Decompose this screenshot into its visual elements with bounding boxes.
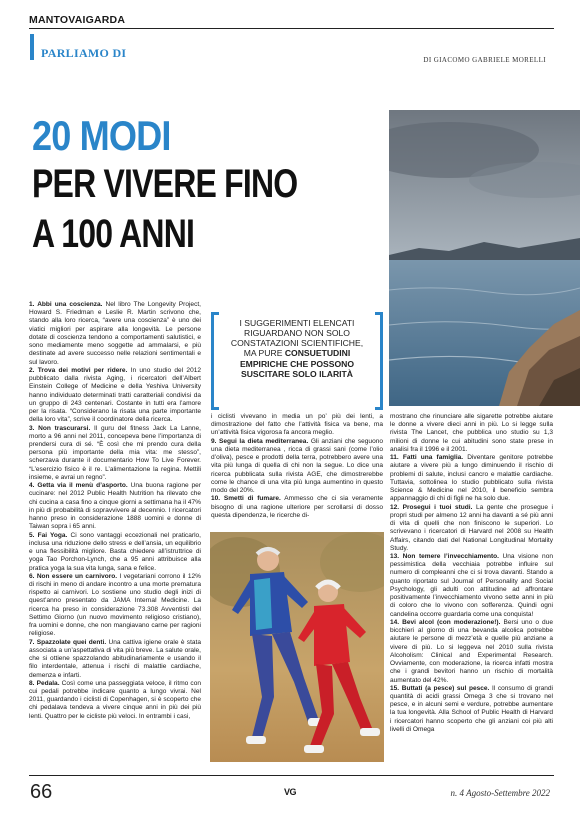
article-paragraph bbox=[29, 482, 201, 531]
article-paragraph bbox=[29, 680, 201, 721]
headline-line-2: PER VIVERE FINO bbox=[32, 162, 298, 206]
headline-line-3: A 100 ANNI bbox=[32, 212, 195, 256]
point-body: Diventare genitore potrebbe aiutare a vivere più a lungo diminuendo il rischio di problemi di salute, inclusi cancro e malattie cardiache. Tuttavia, sottolinea lo studio pubblicato sulla rivista Science & Medicine nel 2010, il beneficio sembra appannaggio di chi di figli ne ha solo due. bbox=[390, 454, 554, 503]
footer-rule bbox=[29, 775, 554, 776]
seascape-photo bbox=[389, 110, 580, 406]
point-heading: 2. Trova dei motivi per ridere. bbox=[29, 366, 128, 374]
point-heading: 4. Getta via il menù d’asporto. bbox=[29, 482, 128, 490]
point-heading: 1. Abbi una coscienza. bbox=[29, 301, 103, 308]
section-label: PARLIAMO DI bbox=[41, 46, 127, 60]
point-body: Una visione non pessimistica della vecchiaia potrebbe influire sul numero di compleanni che ci si trova davanti. Stando a quanto riportato sul Journal of Personality and Social Psychology, gli adulti con attitudine ad affrontare positivamente l’invecchiamento vivono sette anni in più di coloro che lo vivono con sofferenza. Quindi ogni candelina occorre guardarla come una conquista! bbox=[390, 552, 553, 618]
article-paragraph bbox=[29, 532, 201, 573]
pull-quote-text bbox=[225, 318, 369, 379]
point-heading: 10. Smetti di fumare. bbox=[211, 495, 281, 503]
issue-info: n. 4 Agosto-Settembre 2022 bbox=[450, 788, 550, 798]
page-number: 66 bbox=[30, 781, 53, 803]
point-heading: 5. Fai Yoga. bbox=[29, 531, 68, 539]
point-body: mostrano che rinunciare alle sigarette potrebbe aiutare le donne a vivere dieci anni in più. Lo si legge sulla rivista The Lancet, che pubblica uno studio su 1,3 milioni di donne le cui abitudini sono state prese in analisi fra il 1996 e il 2001. bbox=[390, 413, 553, 453]
pull-quote-bold: CONSUETUDINI EMPIRICHE CHE POSSONO SUSCITARE SOLO ILARITÀ bbox=[239, 348, 355, 379]
section-accent-bar bbox=[30, 34, 34, 60]
point-body: La gente che prosegue i propri studi per almeno 12 anni ha davanti a sé più anni di vita di quelli che non finiscono le superiori. Lo scrivevano i ricercatori di Harvard nel 2008 su Health Affairs, citando dati del National Longitudinal Mortality Study. bbox=[390, 503, 553, 552]
point-heading: 11. Fatti una famiglia. bbox=[390, 454, 464, 462]
quote-bracket-right bbox=[375, 312, 383, 410]
article-paragraph bbox=[29, 301, 201, 367]
point-heading: 8. Pedala. bbox=[29, 679, 60, 687]
magazine-logo: VG bbox=[284, 787, 297, 797]
running-couple-illustration bbox=[210, 532, 384, 762]
point-body: Il guru del fitness Jack La Lanne, morto a 96 anni nel 2011, concepeva bene l’importanza di prendersi cura di sé. “È così che mi prendo cura della persona più importante della mia vita: me stesso”, scherzava durante il documentario How To Live Forever. “L’esercizio fisico è il re. L’alimentazione la regina. Mettili insieme, e avrai un regno”. bbox=[29, 424, 201, 481]
headline-line-1: 20 MODI bbox=[32, 112, 171, 159]
article-column-1 bbox=[29, 301, 201, 721]
article-paragraph bbox=[29, 367, 201, 425]
point-heading: 14. Bevi alcol (con moderazione!). bbox=[390, 618, 501, 626]
point-body: Gli anziani che seguono una dieta mediterranea , ricca di grassi sani (come l’olio d’oliva), pesce e prodotti della terra, potrebbero avere una vita più lunga di quella di chi non la segue. Lo dice una ricerca pubblicata sulla rivista AGE, che dimostrerebbe come le chance di una vita più lunga aumentino in questo modo del 20%. bbox=[211, 437, 383, 495]
point-body: In uno studio del 2012 pubblicato dalla rivista Aging, i ricercatori dell’Albert Einstein College of Medicine e della Yeshiva University hanno individuato determinati tratti caratteriali condivisi da un gruppo di 243 centenari. Costante in tutti era l’amore per la risata. “Considerano la risata una parte importante della loro vita”, scrive il coordinatore della ricerca. bbox=[29, 366, 201, 424]
point-body: Ammesso che ci sia veramente bisogno di una ragione ulteriore per scrollarsi di dosso questa dipendenza, le ricerche di- bbox=[211, 495, 383, 519]
article-column-3 bbox=[390, 413, 553, 734]
article-paragraph bbox=[211, 495, 383, 520]
article-paragraph bbox=[390, 413, 553, 454]
article-paragraph bbox=[211, 413, 383, 438]
article-paragraph bbox=[29, 425, 201, 483]
point-body: Bersi uno o due bicchieri al giorno di una bevanda alcolica potrebbe aiutare le persone di mezz’età e quelle più anziane a vivere di più. Lo si leggeva nel 2010 sulla rivista Alcoholism: Clinical and Experimental Research. Ovviamente, con moderazione, la ricerca infatti mostra che i grandi bevitori hanno un rischio di mortalità aumentato del 42%. bbox=[390, 618, 553, 684]
pull-quote-regular: I SUGGERIMENTI ELENCATI RIGUARDANO NON SOLO CONSTATAZIONI SCIENTIFICHE, MA PURE bbox=[230, 318, 364, 359]
point-heading: 9. Segui la dieta mediterranea. bbox=[211, 437, 309, 445]
article-paragraph bbox=[29, 639, 201, 680]
point-heading: 13. Non temere l’invecchiamento. bbox=[390, 552, 499, 560]
point-heading: 7. Spazzolate quei denti. bbox=[29, 638, 107, 646]
point-body: Il consumo di grandi quantità di acidi grassi Omega 3 che si trovano nel pesce, e in alcuni semi e verdure, potrebbe aumentare la tua longevità. Alla School of Public Health di Harvard i ricercatori hanno scoperto che gli anziani coi più alti livelli di Omega bbox=[390, 684, 553, 733]
article-paragraph bbox=[390, 454, 553, 503]
pull-quote bbox=[211, 312, 383, 410]
article-paragraph bbox=[390, 504, 553, 553]
point-heading: 12. Prosegui i tuoi studi. bbox=[390, 503, 473, 511]
point-heading: 6. Non essere un carnivoro. bbox=[29, 572, 118, 580]
point-heading: 15. Buttati (a pesce) sul pesce. bbox=[390, 684, 490, 692]
article-column-2 bbox=[211, 413, 383, 520]
seascape-illustration bbox=[389, 110, 580, 406]
point-body: Ci sono vantaggi eccezionali nel praticarlo, inclusa una riduzione dello stress e dell’ansia, un equilibrio e una flessibilità migliore. Basta chiedere all’istruttrice di yoga Tao Porchon-Lynch, che a 95 anni attribuisce alla pratica yoga la sua vita lunga, sana e felice. bbox=[29, 531, 201, 572]
article-paragraph bbox=[29, 573, 201, 639]
point-body: Una buona ragione per cucinare: nel 2012 Public Health Nutrition ha rilevato che chi cucina a casa fino a cinque giorni a settimana ha il 47% in più di probabilità di sopravvivere al decennio. I ricercatori hanno preso in considerazione 1888 uomini e donne di Taiwan sopra i 65 anni. bbox=[29, 482, 202, 531]
point-body: I vegetariani corrono il 12% di rischi in meno di andare incontro a una morte prematura rispetto ai carnivori. Lo sostiene uno studio degli inizi di quest’anno presentato da JAMA Internal Medicine. La ricerca ha preso in considerazione 73.308 Avventisti del Settimo Giorno (un nuovo movimento religioso cristiano), fra uomini e donne, che non mangiavano carne per ragioni religiose. bbox=[29, 572, 201, 638]
point-body: Nel libro The Longevity Project, Howard S. Friedman e Leslie R. Martin scrivono che, stando alla loro ricerca, “avere una coscienza” è uno dei viatici migliori per aspirare alla longevità. Le persone dotate di coscienza tendono a comportamenti salutistici, e sono mediamente meno soggette ad ammalarsi, e più destinate ad avere successo nelle relazioni sentimentali e sul lavoro. bbox=[29, 301, 201, 366]
point-body: i ciclisti vivevano in media un po’ più dei lenti, a dimostrazione del fatto che l’attività fisica va bene, ma un’attività fisica vigorosa fa ancora meglio. bbox=[211, 413, 383, 437]
article-paragraph bbox=[390, 619, 553, 685]
point-body: Una cattiva igiene orale è stata associata a un’aspettativa di vita più breve. La salute orale, che si ottiene spazzolando abitudinariamente e usando il filo interdentale, attenua i rischi di malattie cardiache, demenza e infarti. bbox=[29, 638, 201, 679]
article-paragraph bbox=[211, 438, 383, 496]
masthead: MANTOVAIGARDA bbox=[29, 14, 126, 26]
running-couple-photo bbox=[210, 532, 384, 762]
point-body: Così come una passeggiata veloce, il ritmo con cui pedali potrebbe indicare quanto a lungo vivrai. Nel 2011, guardando i ciclisti di Copenhagen, si è scoperto che chi pedalava tendeva a vivere cinque anni in più dei più lenti. Quattro per le cicliste più veloci. In entrambi i casi, bbox=[29, 679, 201, 720]
byline: DI GIACOMO GABRIELE MORELLI bbox=[423, 56, 546, 64]
article-paragraph bbox=[390, 685, 553, 734]
article-paragraph bbox=[390, 553, 553, 619]
masthead-rule bbox=[29, 28, 554, 29]
quote-bracket-left bbox=[211, 312, 219, 410]
point-heading: 3. Non trascurarsi. bbox=[29, 424, 91, 432]
